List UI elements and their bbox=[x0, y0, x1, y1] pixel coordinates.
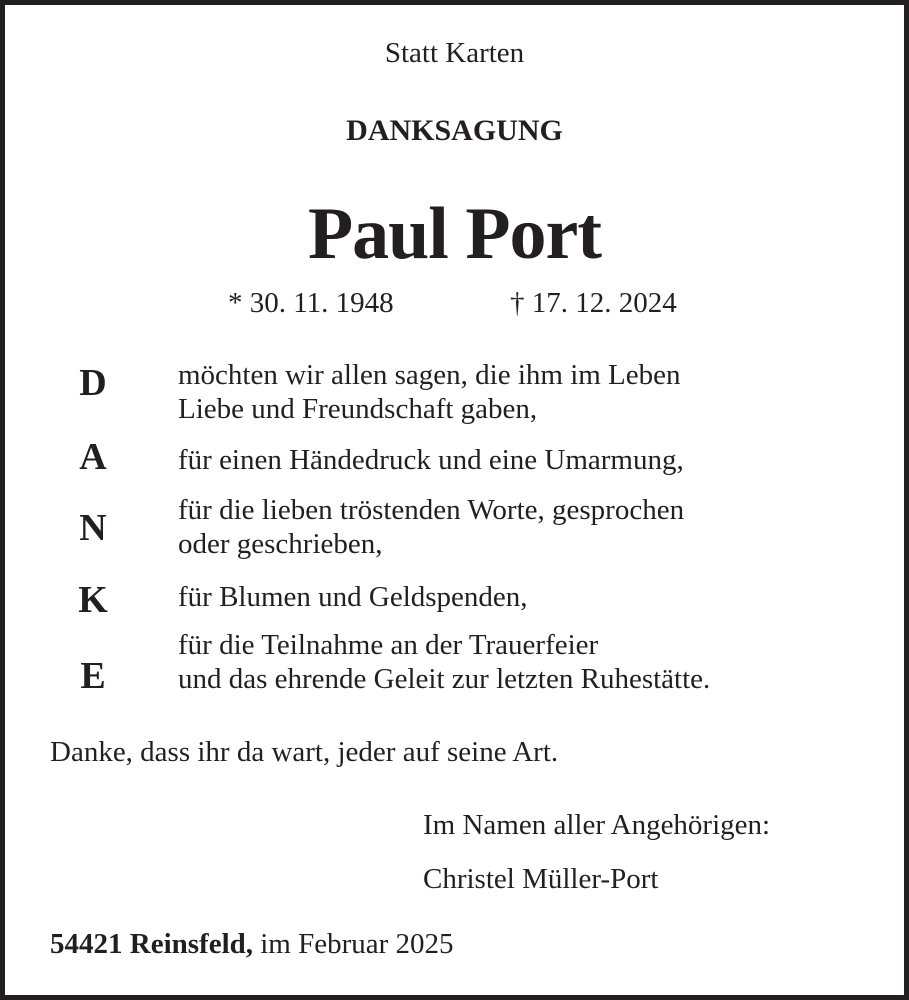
acrostic-letter: E bbox=[80, 655, 106, 697]
closing-text: Danke, dass ihr da wart, jeder auf seine Art. bbox=[50, 736, 559, 768]
death-date: † 17. 12. 2024 bbox=[510, 287, 677, 319]
acrostic-letter: D bbox=[79, 362, 107, 404]
danke-line: für die Teilnahme an der Trauerfeier bbox=[178, 629, 599, 661]
danke-line: Liebe und Freundschaft gaben, bbox=[178, 393, 538, 425]
danke-line: und das ehrende Geleit zur letzten Ruhestätte. bbox=[178, 663, 711, 695]
heading: DANKSAGUNG bbox=[346, 114, 563, 147]
danke-line: für die lieben tröstenden Worte, gesprochen bbox=[178, 494, 685, 526]
place: 54421 Reinsfeld, bbox=[50, 928, 253, 960]
acrostic-letter: N bbox=[79, 507, 107, 549]
danke-line: für Blumen und Geldspenden, bbox=[178, 581, 528, 613]
date: im Februar 2025 bbox=[260, 928, 454, 960]
place-date bbox=[50, 928, 454, 961]
danke-line: möchten wir allen sagen, die ihm im Leben bbox=[178, 359, 681, 391]
danke-line: für einen Händedruck und eine Umarmung, bbox=[178, 444, 684, 476]
danke-line: oder geschrieben, bbox=[178, 528, 383, 560]
acrostic-letter: A bbox=[79, 436, 107, 478]
signature-intro: Im Namen aller Angehörigen: bbox=[423, 809, 771, 841]
pretitle: Statt Karten bbox=[384, 37, 525, 69]
signature-name: Christel Müller-Port bbox=[423, 863, 659, 895]
deceased-name: Paul Port bbox=[307, 193, 602, 275]
birth-date: * 30. 11. 1948 bbox=[228, 287, 394, 319]
acrostic-letter: K bbox=[78, 579, 108, 621]
